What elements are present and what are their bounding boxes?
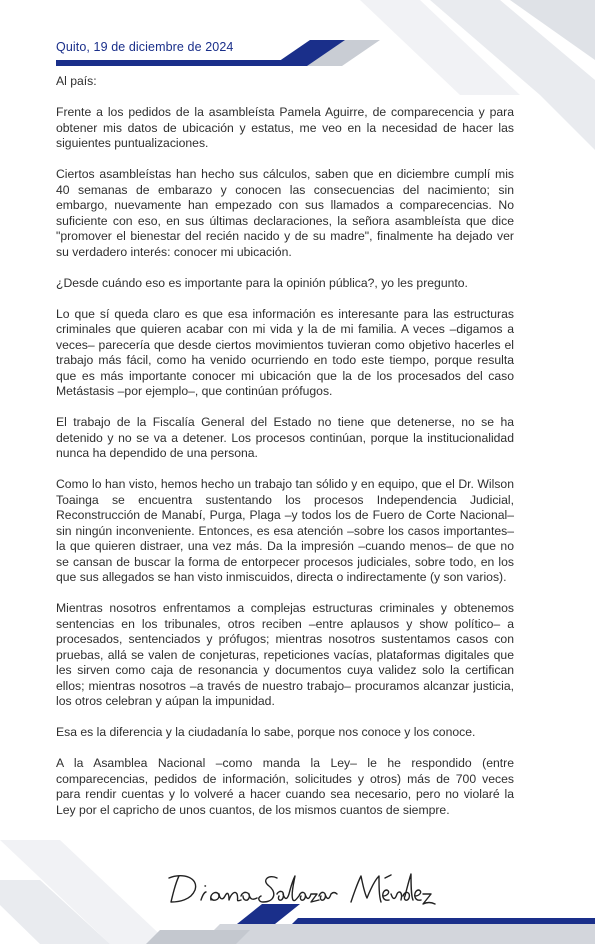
handwritten-signature — [165, 870, 455, 906]
letter-body — [56, 74, 514, 834]
footer-blue-tab — [237, 904, 300, 924]
letter-paragraph: ¿Desde cuándo eso es importante para la opinión pública?, yo les pregunto. — [56, 275, 468, 290]
letter-paragraph: El trabajo de la Fiscalía General del Estado no tiene que detenerse, no se ha detenido y no se va a detener. Los procesos continúan, porque la institucionalidad nunca ha dependido de una persona. — [56, 415, 514, 460]
letter-paragraph: Esa es la diferencia y la ciudadanía lo sabe, porque nos conoce y los conoce. — [56, 725, 476, 739]
letter-paragraph: Lo que sí queda claro es que esa información es interesante para las estructuras criminales que quieren acabar con mi vida y la de mi familia. A veces –digamos a veces– parecería que desde ciertos movimientos tuvieran como objetivo hacerles el trabajo más fácil, como ha venido ocurriendo en todo este tiempo, porque resulta que es más importante conocer mi ubicación que la de los procesados del caso Metástasis –por ejemplo–, que continúan prófugos. — [56, 306, 514, 398]
footer-blue-rule — [292, 918, 595, 924]
letter-paragraph: Mientras nosotros enfrentamos a complejas estructuras criminales y obtenemos sentencias en los tribunales, otros reciben –entre aplausos y show político– a procesados, sentenciados y prófugos; mientras nosotros sustentamos casos con pruebas, allá se valen de conjeturas, repeticiones vacías, plataformas digitales que les sirven como caja de resonancia y documentos cuya validez solo la certifican ellos; mientras nosotros –a través de nuestro trabajo– procuramos alcanzar justicia, los otros celebran y aúpan la impunidad. — [56, 601, 514, 708]
letter-paragraph: A la Asamblea Nacional –como manda la Ley– le he respondido (entre comparecencias, pedidos de información, solicitudes y otros) más de 700 veces para rendir cuentas y lo volveré a hacer cuando sea necesario, pero no violaré la Ley por el capricho de unos cuantos, de los mismos cuantos de siempre. — [56, 756, 514, 817]
letter-date: Quito, 19 de diciembre de 2024 — [56, 40, 234, 54]
footer-gray-band-dark — [146, 930, 250, 944]
letter-paragraph: Frente a los pedidos de la asambleísta Pamela Aguirre, de comparecencia y para obtener mis datos de ubicación y estatus, me veo en la necesidad de hacer las siguientes puntualizaciones. — [56, 105, 514, 150]
letter-paragraph: Como lo han visto, hemos hecho un trabajo tan sólido y en equipo, que el Dr. Wilson Toainga se encuentra sustentando los procesos Independencia Judicial, Reconstrucción de Manabí, Purga, Plaga –y todos los de Fuero de Corte Nacional– sin ningún inconveniente. Entonces, es esa atención –sobre los casos importantes– la que quieren distraer, una vez más. Da la impresión –cuando menos– de que no se cansan de buscar la forma de entorpecer procesos judiciales, sobre todo, en los que sus allegados se han visto inmiscuidos, directa o indirectamente (y son varios). — [56, 477, 514, 584]
letter-greeting: Al país: — [56, 74, 97, 88]
letter-paragraph: Ciertos asambleístas han hecho sus cálculos, saben que en diciembre cumplí mis 40 semanas de embarazo y conocen las consecuencias del nacimiento; sin embargo, nuevamente han empezado con sus llamados a comparecencias. No suficiente con eso, en sus últimas declaraciones, la señora asambleísta que dice "promover el bienestar del recién nacido y de su madre", finalmente ha dejado ver su verdadero interés: conocer mi ubicación. — [56, 167, 514, 259]
header-blue-rule — [56, 60, 298, 66]
footer-gray-band — [200, 924, 595, 944]
